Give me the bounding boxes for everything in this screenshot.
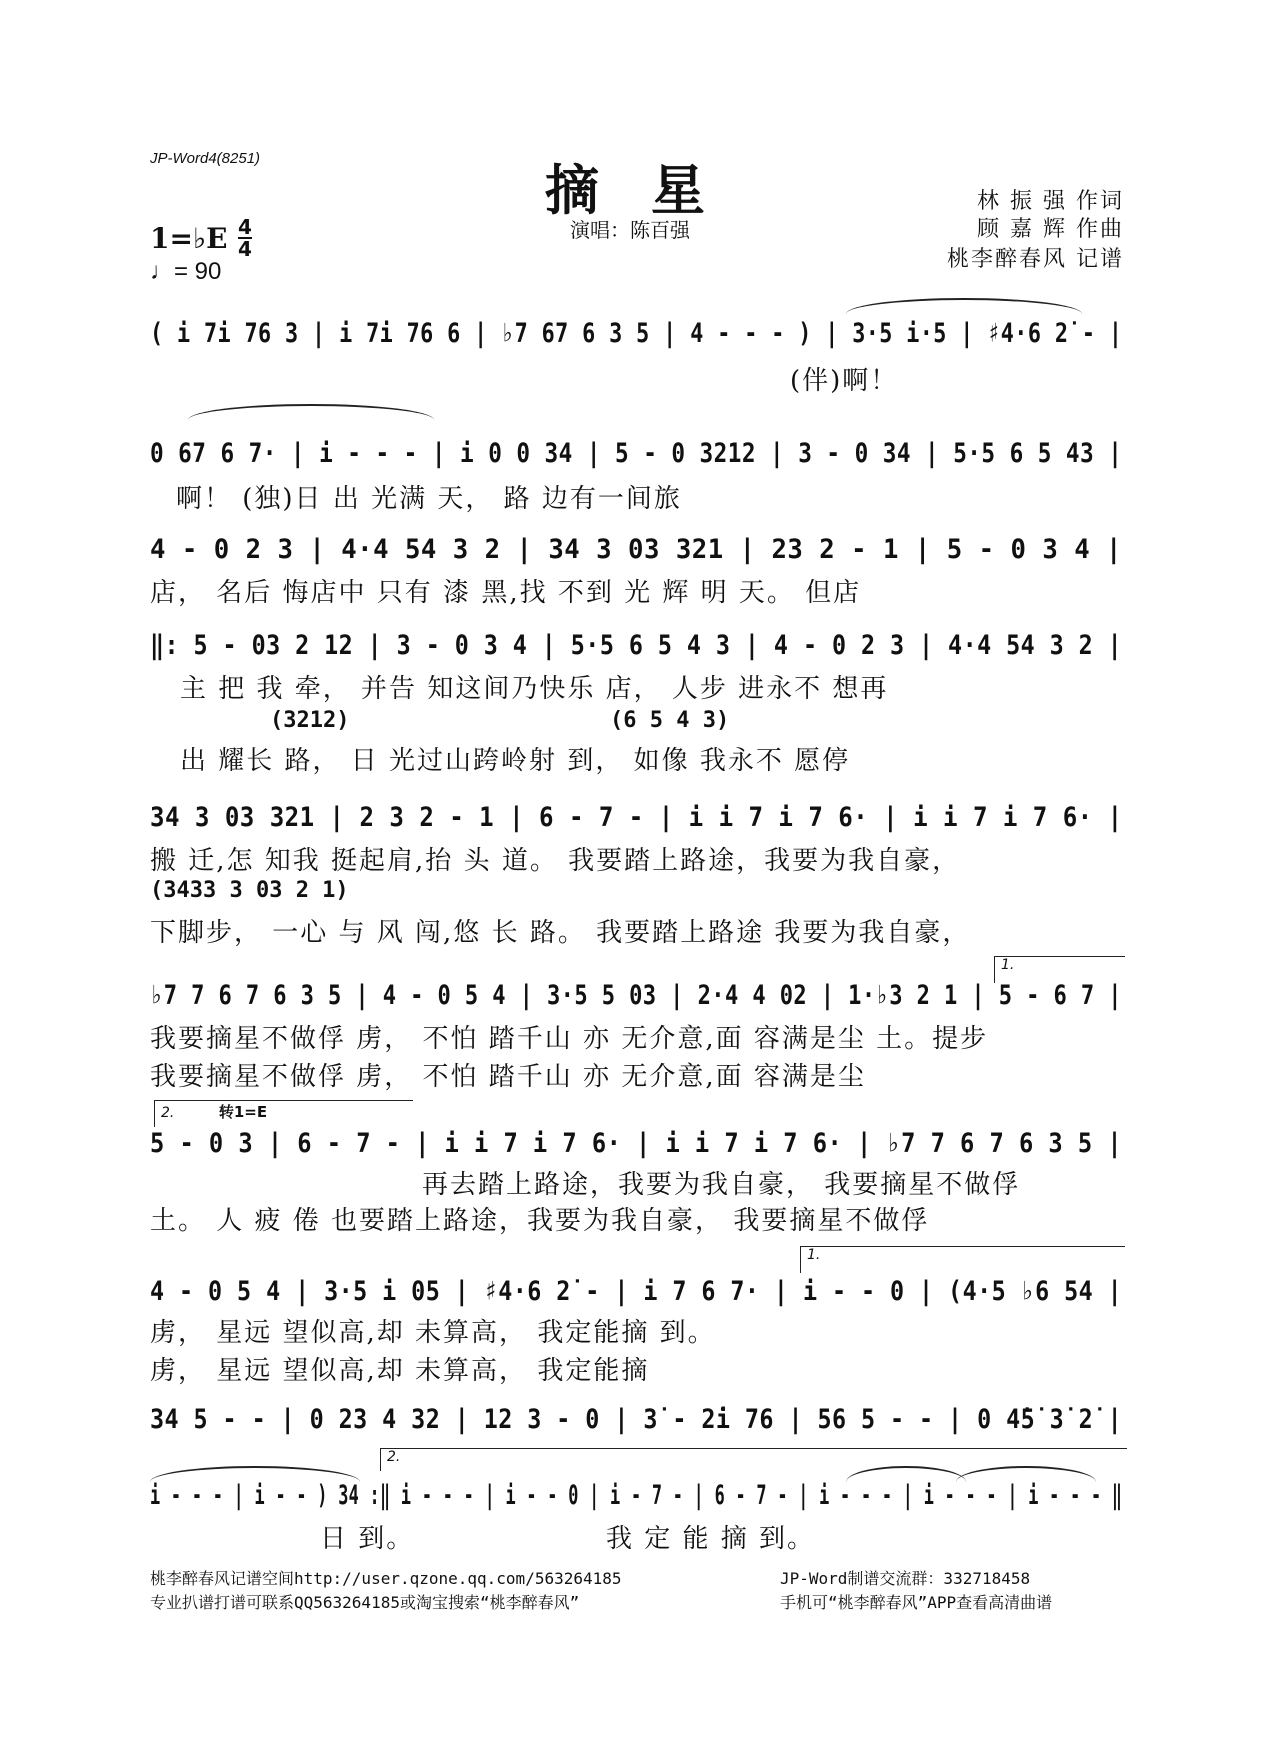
footer-contact: 专业扒谱打谱可联系QQ563264185或淘宝搜索“桃李醉春风” [150,1593,580,1612]
lyric-line-7b: 土。 人 疲 倦 也要踏上路途，我要为我自豪， 我要摘星不做俘 [150,1206,930,1236]
lyric-line-3: 店， 名后 悔店中 只有 漆 黑,找 不到 光 辉 明 天。 但店 [150,578,862,608]
footer-group: JP-Word制谱交流群：332718458 [780,1569,1031,1588]
footer-app: 手机可“桃李醉春风”APP查看高清曲谱 [780,1593,1053,1612]
alternate-notes: (3433 3 03 2 1) [150,878,349,903]
footer-website: 桃李醉春风记谱空间http://user.qzone.qq.com/563264185 [150,1569,622,1588]
transcriber-credit: 桃李醉春风 记谱 [947,247,1124,272]
lyric-line-6a: 我要摘星不做俘 虏， 不怕 踏千山 亦 无介意,面 容满是尘 土。提步 [150,1024,989,1054]
lyric-line-8b: 虏， 星远 望似高,却 未算高， 我定能摘 [150,1356,650,1386]
tempo-marking: ♩= 90 [150,258,222,285]
volta-bracket [154,1100,413,1127]
volta-number: 1. [807,1247,821,1263]
lyric-line-10a: 日 到。 [320,1524,415,1554]
lyric-line-4b: 出 耀长 路， 日 光过山跨岭射 到， 如像 我永不 愿停 [180,746,851,776]
alternate-notes: (3212) [270,708,350,733]
time-signature-top: 4 [238,215,252,239]
notation-line-7: 5 - 0 3 | 6 - 7 - | i i 7 i 7 6· | i i 7 i 7 6· | ♭7 7 6 7 6 3 5 | [150,1128,1123,1159]
notation-line-10: i - - - | i - - ) 34 :‖ i - - - | i - - 0 | i - 7 - | 6 - 7 - | i - - - | i - - - | i - - - ‖ [150,1480,1123,1511]
song-title: 摘星 [545,158,757,222]
volta-number: 2. [387,1449,401,1465]
singer-credit: 演唱：陈百强 [570,218,690,242]
notation-line-2: 0 67 6 7· | i - - - | i 0 0 34 | 5 - 0 3212 | 3 - 0 34 | 5·5 6 5 43 | [150,438,1123,469]
lyric-line-1: (伴)啊！ [790,366,899,396]
tie [188,404,434,420]
notation-line-6: ♭7 7 6 7 6 3 5 | 4 - 0 5 4 | 3·5 5 03 | 2·4 4 02 | 1·♭3 2 1 | 5 - 6 7 | [150,980,1122,1011]
modulation-mark: 转1=E [218,1103,268,1121]
volta-bracket [994,956,1125,983]
volta-number: 2. [161,1105,175,1121]
lyric-line-8a: 虏， 星远 望似高,却 未算高， 我定能摘 到。 [150,1318,716,1348]
lyric-line-7a: 再去踏上路途，我要为我自豪， 我要摘星不做俘 [422,1170,1021,1200]
lyric-line-5a: 搬 迁,怎 知我 挺起肩,抬 头 道。 我要踏上路途，我要为我自豪， [150,846,961,876]
notation-line-9: 34 5 - - | 0 23 4 32 | 12 3 - 0 | 3̇ - 2̇i 76 | 56 5 - - | 0 4̇5̇ 3̇ 2̇ | [150,1404,1123,1435]
lyric-line-6b: 我要摘星不做俘 虏， 不怕 踏千山 亦 无介意,面 容满是尘 [150,1062,866,1092]
lyric-line-2: 啊！ (独)日 出 光满 天， 路 边有一间旅 [176,484,682,514]
time-signature-bottom: 4 [238,237,252,261]
lyric-line-10b: 我 定 能 摘 到。 [606,1524,816,1554]
notation-line-4: ‖: 5 - 03 2 12 | 3 - 0 3 4 | 5·5 6 5 4 3 | 4 - 0 2 3 | 4·4 54 3 2 | [150,630,1123,661]
software-label: JP-Word4(8251) [150,150,261,167]
lyric-line-5b: 下脚步， 一心 与 风 闯,悠 长 路。 我要踏上路途 我要为我自豪， [150,918,971,948]
volta-bracket [800,1246,1125,1273]
notation-line-3: 4 - 0 2 3 | 4·4 54 3 2 | 34 3 03 321 | 23 2 - 1 | 5 - 0 3 4 | [150,534,1122,565]
key-signature: 1=♭E [150,222,228,255]
volta-number: 1. [1001,957,1015,973]
composer-credit: 顾 嘉 辉 作曲 [977,217,1124,242]
alternate-notes: (6 5 4 3) [610,708,730,733]
time-signature [238,215,252,261]
lyricist-credit: 林 振 强 作词 [977,189,1124,214]
notation-line-1: ( i 7i 76 3 | i 7i 76 6 | ♭7 67 6 3 5 | 4 - - - ) | 3·5 i·5 | ♯4·6 2̇ - | [150,318,1123,349]
notation-line-5: 34 3 03 321 | 2 3 2 - 1 | 6 - 7 - | i i 7 i 7 6· | i i 7 i 7 6· | [150,802,1123,833]
notation-line-8: 4 - 0 5 4 | 3·5 i 05 | ♯4·6 2̇ - | i 7 6 7· | i - - 0 | (4·5 ♭6 54 | [150,1276,1123,1307]
lyric-line-4a: 主 把 我 牵， 并告 知这间乃快乐 店， 人步 进永不 想再 [180,674,889,704]
slur [846,298,1082,314]
